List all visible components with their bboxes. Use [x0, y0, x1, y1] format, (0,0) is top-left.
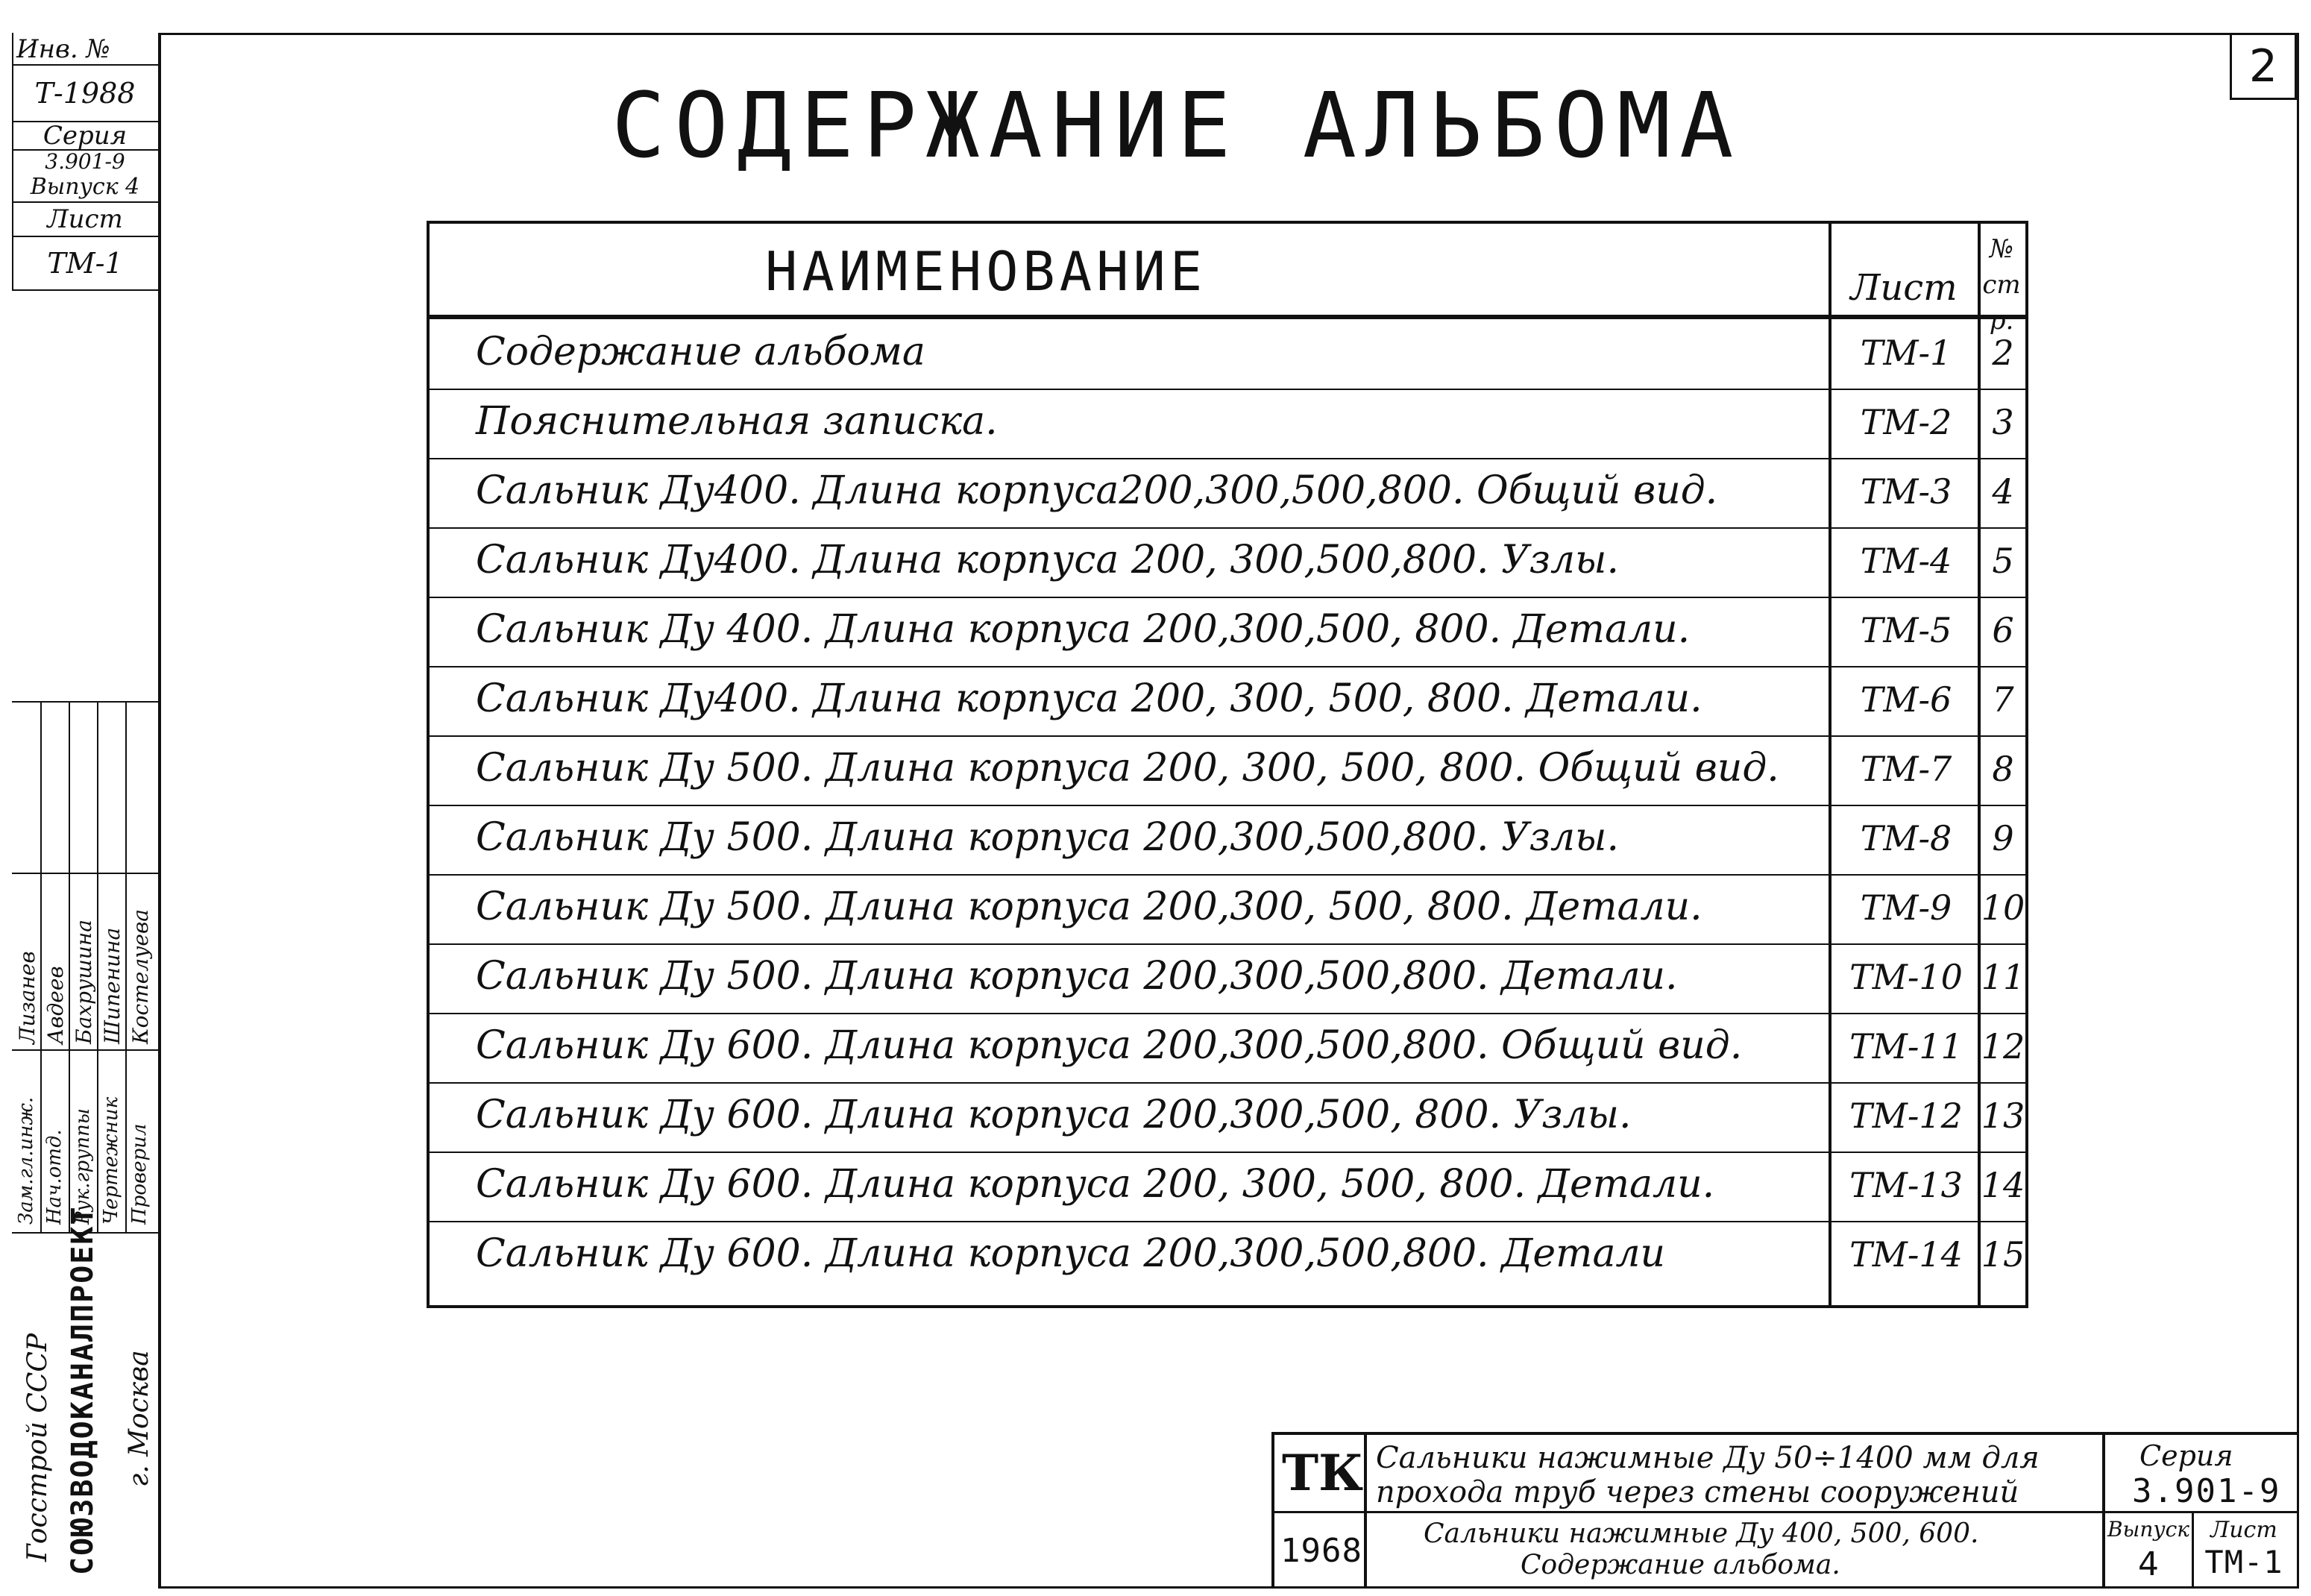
- stamp-col: [69, 703, 70, 1234]
- org-line3: г. Москва: [124, 1350, 154, 1487]
- inv-label: Инв. №: [12, 34, 158, 66]
- table-row: [430, 1152, 2025, 1222]
- tb-issue-label: Выпуск: [2107, 1517, 2190, 1542]
- row-name: Сальник Ду 500. Длина корпуса 200,300,500,800. Детали.: [476, 954, 1678, 999]
- year-label: 1968: [1280, 1532, 1362, 1570]
- stamp-split: [12, 873, 158, 874]
- table-row: [430, 874, 2025, 945]
- row-sheet: ТМ-9: [1860, 887, 1952, 928]
- stamp-role: Нач.отд.: [43, 1129, 66, 1225]
- tb-sheet-label: Лист: [2210, 1517, 2277, 1543]
- row-page: 5: [1992, 541, 2014, 581]
- row-sheet: ТМ-11: [1849, 1026, 1963, 1066]
- stamp-name: Шипенина: [100, 927, 125, 1044]
- stamp-col: [97, 703, 98, 1234]
- stamp-name: Бахрушина: [72, 920, 96, 1044]
- series-value: 3.901-9: [45, 151, 125, 173]
- sheet-label: Лист: [12, 203, 158, 237]
- stamp-name: Авдеев: [43, 966, 68, 1044]
- desc-line1: Сальники нажимные Ду 50÷1400 мм для: [1376, 1441, 2040, 1475]
- row-name: Сальник Ду 600. Длина корпуса 200,300,500,800. Детали: [476, 1231, 1666, 1276]
- table-row: [430, 527, 2025, 598]
- row-name: Сальник Ду 500. Длина корпуса 200,300, 500, 800. Детали.: [476, 885, 1702, 929]
- row-sheet: ТМ-13: [1849, 1165, 1963, 1205]
- table-row: [430, 1082, 2025, 1153]
- row-name: Сальник Ду 600. Длина корпуса 200,300,500,800. Общий вид.: [476, 1023, 1743, 1068]
- row-sheet: ТМ-12: [1849, 1096, 1963, 1136]
- row-sheet: ТМ-6: [1860, 679, 1952, 720]
- stamp-name: Лизанев: [15, 951, 40, 1044]
- row-page: 8: [1992, 749, 2014, 789]
- row-page: 3: [1992, 402, 2014, 442]
- row-page: 7: [1992, 679, 2014, 720]
- sheet-value: ТМ-1: [12, 237, 158, 291]
- table-row: [430, 597, 2025, 667]
- row-sheet: ТМ-2: [1860, 402, 1952, 442]
- tb-sheet-value: ТМ-1: [2204, 1544, 2283, 1580]
- col-header-name: НАИМЕНОВАНИЕ: [765, 240, 1207, 303]
- table-row: [430, 943, 2025, 1014]
- row-name: Пояснительная записка.: [476, 399, 998, 444]
- row-page: 2: [1992, 333, 2014, 373]
- table-row: [430, 666, 2025, 737]
- stamp-col: [125, 703, 127, 1234]
- table-row: [430, 458, 2025, 529]
- row-name: Сальник Ду 400. Длина корпуса 200,300,500, 800. Детали.: [476, 607, 1691, 652]
- row-name: Сальник Ду 600. Длина корпуса 200,300,500, 800. Узлы.: [476, 1093, 1632, 1137]
- stamp-role: Проверил: [128, 1123, 151, 1225]
- row-name: Сальник Ду 500. Длина корпуса 200,300,500,800. Узлы.: [476, 815, 1620, 860]
- row-sheet: ТМ-10: [1849, 957, 1963, 997]
- page-title: СОДЕРЖАНИЕ АЛЬБОМА: [611, 75, 1743, 178]
- row-page: 4: [1992, 471, 2014, 512]
- table-row: [430, 735, 2025, 806]
- row-page: 12: [1981, 1026, 2025, 1066]
- row-name: Сальник Ду400. Длина корпуса 200, 300, 500, 800. Детали.: [476, 676, 1702, 721]
- issue-label: Выпуск 4: [12, 173, 158, 203]
- col-header-sheet: Лист: [1850, 267, 1958, 309]
- table-row: [430, 319, 2025, 390]
- row-name: Сальник Ду400. Длина корпуса 200, 300,500,800. Узлы.: [476, 538, 1620, 582]
- table-header: [430, 224, 2025, 336]
- row-page: 9: [1992, 818, 2014, 858]
- row-sheet: ТМ-1: [1860, 333, 1952, 373]
- title-block: [1271, 1432, 2297, 1587]
- tb-issue-value: 4: [2138, 1545, 2159, 1583]
- row-name: Сальник Ду 500. Длина корпуса 200, 300, 500, 800. Общий вид.: [476, 746, 1779, 791]
- series-label: Серия: [12, 122, 158, 151]
- row-sheet: ТМ-8: [1860, 818, 1952, 858]
- row-page: 11: [1981, 957, 2025, 997]
- row-sheet: ТМ-4: [1860, 541, 1952, 581]
- row-sheet: ТМ-3: [1860, 471, 1952, 512]
- table-row: [430, 805, 2025, 876]
- inv-value: Т-1988: [12, 66, 158, 122]
- org-stamp: [12, 1205, 160, 1586]
- tb-series-label: Серия: [2139, 1439, 2233, 1472]
- contents-table: [427, 221, 2028, 1308]
- sub-line2: Содержание альбома.: [1521, 1550, 1840, 1580]
- table-row: [430, 1013, 2025, 1084]
- sub-line1: Сальники нажимные Ду 400, 500, 600.: [1424, 1518, 1979, 1549]
- row-sheet: ТМ-7: [1860, 749, 1952, 789]
- row-sheet: ТМ-14: [1849, 1234, 1963, 1275]
- row-page: 13: [1981, 1096, 2025, 1136]
- table-row: [430, 389, 2025, 459]
- row-name: Сальник Ду 600. Длина корпуса 200, 300, 500, 800. Детали.: [476, 1162, 1715, 1207]
- stamp-role: Зам.гл.инж.: [15, 1096, 37, 1225]
- col-header-page: № стр.: [1982, 234, 2021, 336]
- row-name: Содержание альбома: [476, 330, 925, 374]
- stamp-name: Костелуева: [128, 909, 153, 1044]
- row-name: Сальник Ду400. Длина корпуса200,300,500,800. Общий вид.: [476, 468, 1718, 513]
- desc-line2: прохода труб через стены сооружений: [1376, 1475, 2019, 1509]
- sheet-number: 2: [2230, 33, 2297, 100]
- row-page: 14: [1981, 1165, 2025, 1205]
- tb-series-value: 3.901-9: [2132, 1472, 2281, 1510]
- stamp-role: Чертежник: [100, 1096, 122, 1225]
- stamp-role: Рук.группы: [72, 1108, 94, 1225]
- table-row: [430, 1221, 2025, 1290]
- row-page: 15: [1981, 1234, 2025, 1275]
- row-page: 6: [1992, 610, 2014, 650]
- row-page: 10: [1981, 887, 2025, 928]
- row-sheet: ТМ-5: [1860, 610, 1952, 650]
- org-line1: Госстрой СССР: [22, 1333, 53, 1562]
- org-line2: СОЮЗВОДОКАНАЛПРОЕКТ: [66, 1205, 100, 1575]
- approval-stamp: [12, 701, 160, 1234]
- stamp-col: [40, 703, 42, 1234]
- tk-label: ТК: [1282, 1444, 1364, 1502]
- stamp-split: [12, 1049, 158, 1051]
